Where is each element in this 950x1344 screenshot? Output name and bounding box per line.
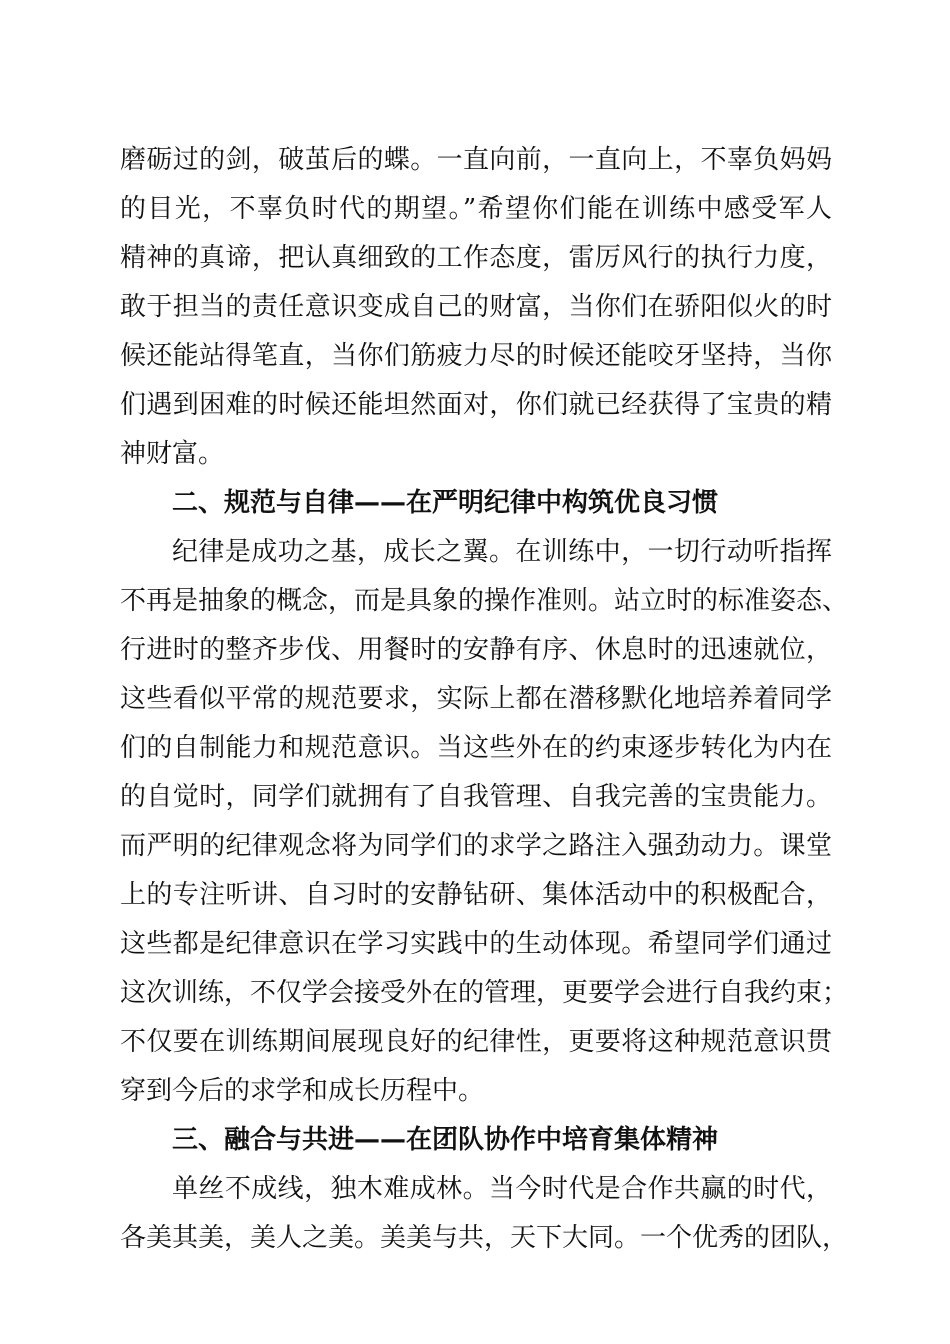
paragraph-2-line-11: 不仅要在训练期间展现良好的纪律性，更要将这种规范意识贯 <box>120 1027 832 1057</box>
paragraph-2-line-2: 不再是抽象的概念，而是具象的操作准则。站立时的标准姿态、 <box>120 586 849 616</box>
paragraph-3-line-2: 各美其美，美人之美。美美与共，天下大同。一个优秀的团队， <box>120 1223 849 1253</box>
paragraph-1-line-4: 敢于担当的责任意识变成自己的财富，当你们在骄阳似火的时 <box>120 292 832 322</box>
paragraph-3-line-1: 单丝不成线，独木难成林。当今时代是合作共赢的时代， <box>172 1174 832 1204</box>
paragraph-1-line-7: 神财富。 <box>120 439 225 469</box>
paragraph-2-line-3: 行进时的整齐步伐、用餐时的安静有序、休息时的迅速就位， <box>120 635 832 665</box>
paragraph-2-line-8: 上的专注听讲、自习时的安静钻研、集体活动中的积极配合， <box>120 880 832 910</box>
paragraph-1-line-2: 的目光，不辜负时代的期望。”希望你们能在训练中感受军人 <box>120 194 832 224</box>
paragraph-1-line-3: 精神的真谛，把认真细致的工作态度，雷厉风行的执行力度， <box>120 243 832 273</box>
section-heading-3: 三、融合与共进——在团队协作中培育集体精神 <box>172 1125 719 1155</box>
paragraph-2-line-4: 这些看似平常的规范要求，实际上都在潜移默化地培养着同学 <box>120 684 832 714</box>
paragraph-2-line-12: 穿到今后的求学和成长历程中。 <box>120 1076 485 1106</box>
paragraph-2-line-5: 们的自制能力和规范意识。当这些外在的约束逐步转化为内在 <box>120 733 832 763</box>
paragraph-2-line-7: 而严明的纪律观念将为同学们的求学之路注入强劲动力。课堂 <box>120 831 832 861</box>
paragraph-1-line-6: 们遇到困难的时候还能坦然面对，你们就已经获得了宝贵的精 <box>120 390 832 420</box>
paragraph-2-line-1: 纪律是成功之基，成长之翼。在训练中，一切行动听指挥 <box>172 537 832 567</box>
paragraph-2-line-10: 这次训练，不仅学会接受外在的管理，更要学会进行自我约束； <box>120 978 849 1008</box>
section-heading-2: 二、规范与自律——在严明纪律中构筑优良习惯 <box>172 488 719 518</box>
paragraph-2-line-9: 这些都是纪律意识在学习实践中的生动体现。希望同学们通过 <box>120 929 832 959</box>
paragraph-2-line-6: 的自觉时，同学们就拥有了自我管理、自我完善的宝贵能力。 <box>120 782 832 812</box>
paragraph-1-line-1: 磨砺过的剑，破茧后的蝶。一直向前，一直向上，不辜负妈妈 <box>120 145 832 175</box>
paragraph-1-line-5: 候还能站得笔直，当你们筋疲力尽的时候还能咬牙坚持，当你 <box>120 341 832 371</box>
